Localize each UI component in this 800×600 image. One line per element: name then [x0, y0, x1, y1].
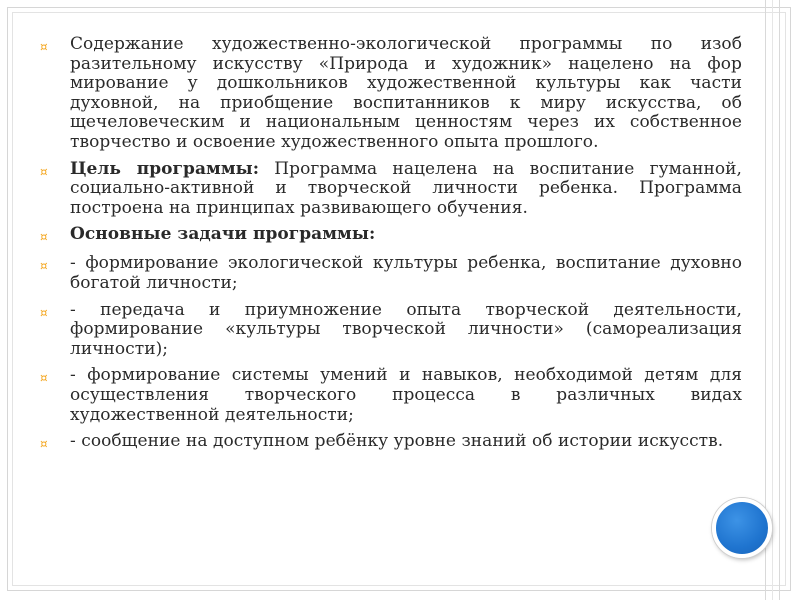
bullet-icon: ¤: [40, 40, 48, 54]
item-text: [70, 225, 742, 245]
item-text: Содержание художественно-экологической программы по изоб разительному искусству «Природа и художник» нацелено на фор мирование у дошкольников художественной культуры как части духовной, на приобщение воспитанников к миру искусства, об щечеловеческим и национальным ценностям через их собственное творчество и освоение художественного опыта прошлого.: [70, 34, 742, 152]
bullet-icon: ¤: [40, 164, 48, 179]
bullet-icon: ¤: [40, 371, 48, 386]
bullet-icon: ¤: [40, 437, 48, 452]
tasks-heading: Основные задачи программы:: [70, 224, 376, 245]
list-item: [40, 366, 742, 425]
list-item: [40, 301, 742, 360]
goal-heading: Цель программы:: [70, 158, 260, 179]
list-item: [40, 160, 742, 219]
right-decor-lines: [765, 0, 792, 600]
item-text: - формирование экологической культуры ребенка, воспитание духовно богатой личности;: [70, 253, 742, 293]
item-text: - формирование системы умений и навыков, необходимой детям для осуществления творческого процесса в различных видах художественной деятельности;: [70, 365, 742, 425]
list-item: [40, 254, 742, 293]
slide-content: [40, 35, 742, 461]
decor-circle-icon: [712, 498, 772, 558]
bullet-icon: ¤: [40, 259, 48, 274]
list-item: [40, 225, 742, 247]
list-item: [40, 35, 742, 153]
bullet-icon: ¤: [40, 305, 48, 320]
item-text: Цель программы: Программа нацелена на воспитание гуманной, социально-активной и творческой личности ребенка. Программа построена на принципах развивающего обучения.: [70, 158, 742, 218]
item-text: - передача и приумножение опыта творческой деятельности, формирование «культуры творческой личности» (самореализация личности);: [70, 299, 742, 359]
list-item: [40, 432, 742, 454]
bullet-icon: ¤: [40, 230, 48, 245]
item-text: - сообщение на доступном ребёнку уровне знаний об истории искусств.: [70, 431, 724, 452]
